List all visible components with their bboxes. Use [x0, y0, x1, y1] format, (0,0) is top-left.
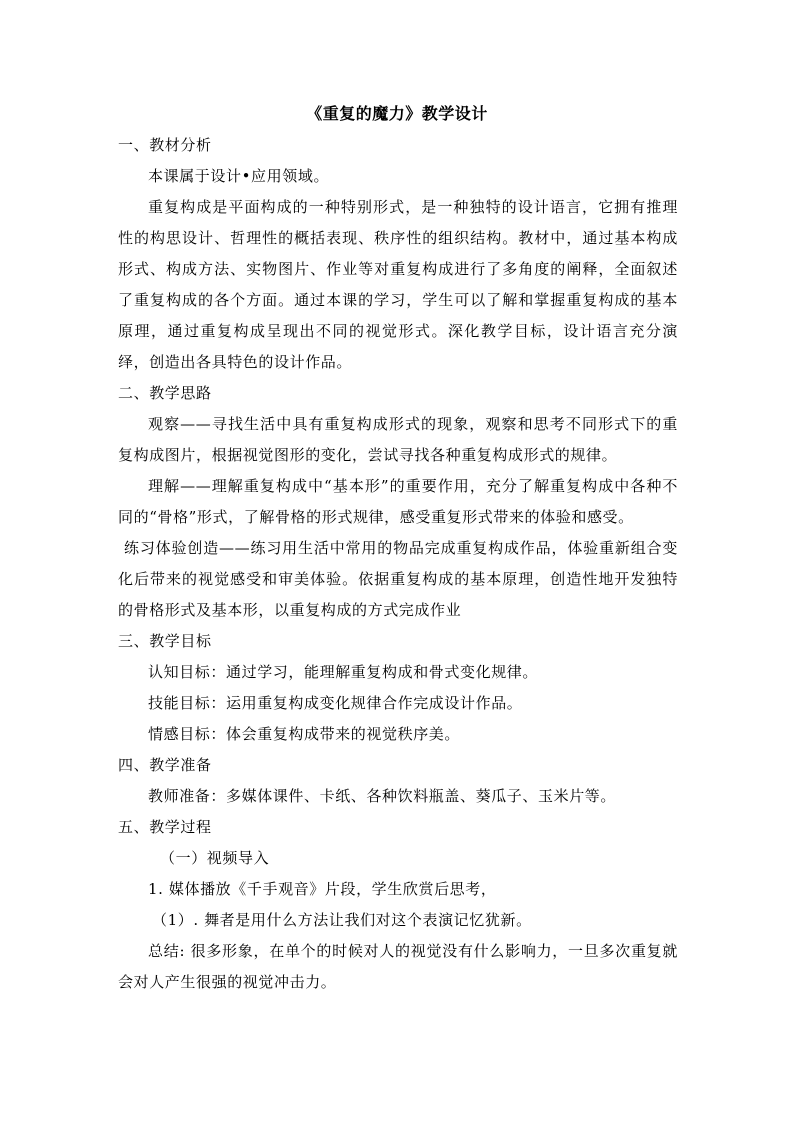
paragraph: 观察——寻找生活中具有重复构成形式的现象，观察和思考不同形式下的重复构成图片，根据视觉图形的变化，尝试寻找各种重复构成形式的规律。 [118, 415, 678, 464]
paragraph: 重复构成是平面构成的一种特别形式，是一种独特的设计语言，它拥有推理性的构思设计、哲理性的概括表现、秩序性的组织结构。教材中，通过基本构成形式、构成方法、实物图片、作业等对重复构成进行了多角度的阐释，全面叙述了重复构成的各个方面。通过本课的学习，学生可以了解和掌握重复构成的基本原理，通过重复构成呈现出不同的视觉形式。深化教学目标，设计语言充分演绎，创造出各具特色的设计作品。 [118, 198, 678, 371]
document-title: 《重复的魔力》教学设计 [306, 104, 488, 123]
section-heading-teaching-goals: 三、教学目标 [118, 632, 212, 650]
subsection-heading: （一）视频导入 [160, 849, 270, 867]
paragraph: 本课属于设计•应用领域。 [148, 167, 330, 185]
question-item: （1）. 舞者是用什么方法让我们对这个表演记忆犹新。 [152, 911, 532, 929]
section-heading-teaching-preparation: 四、教学准备 [118, 756, 212, 774]
paragraph: 教师准备：多媒体课件、卡纸、各种饮料瓶盖、葵瓜子、玉米片等。 [148, 787, 617, 805]
document-body [118, 130, 678, 998]
paragraph: 练习体验创造——练习用生活中常用的物品完成重复构成作品，体验重新组合变化后带来的视觉感受和审美体验。依据重复构成的基本原理，创造性地开发独特的骨格形式及基本形，以重复构成的方式完成作业 [118, 539, 678, 619]
paragraph: 总结: 很多形象，在单个的时候对人的视觉没有什么影响力，一旦多次重复就会对人产生很强的视觉冲击力。 [118, 942, 678, 991]
goal-item: 认知目标：通过学习，能理解重复构成和骨式变化规律。 [148, 663, 539, 681]
section-heading-textbook-analysis: 一、教材分析 [118, 136, 212, 154]
paragraph: 理解——理解重复构成中“基本形”的重要作用，充分了解重复构成中各种不同的“骨格”形式，了解骨格的形式规律，感受重复形式带来的体验和感受。 [118, 477, 678, 526]
goal-item: 情感目标：体会重复构成带来的视觉秩序美。 [148, 725, 461, 743]
goal-item: 技能目标：运用重复构成变化规律合作完成设计作品。 [148, 694, 523, 712]
section-heading-teaching-approach: 二、教学思路 [118, 384, 212, 402]
section-heading-teaching-process: 五、教学过程 [118, 818, 212, 836]
step-item: 1. 媒体播放《千手观音》片段，学生欣赏后思考， [148, 880, 497, 898]
